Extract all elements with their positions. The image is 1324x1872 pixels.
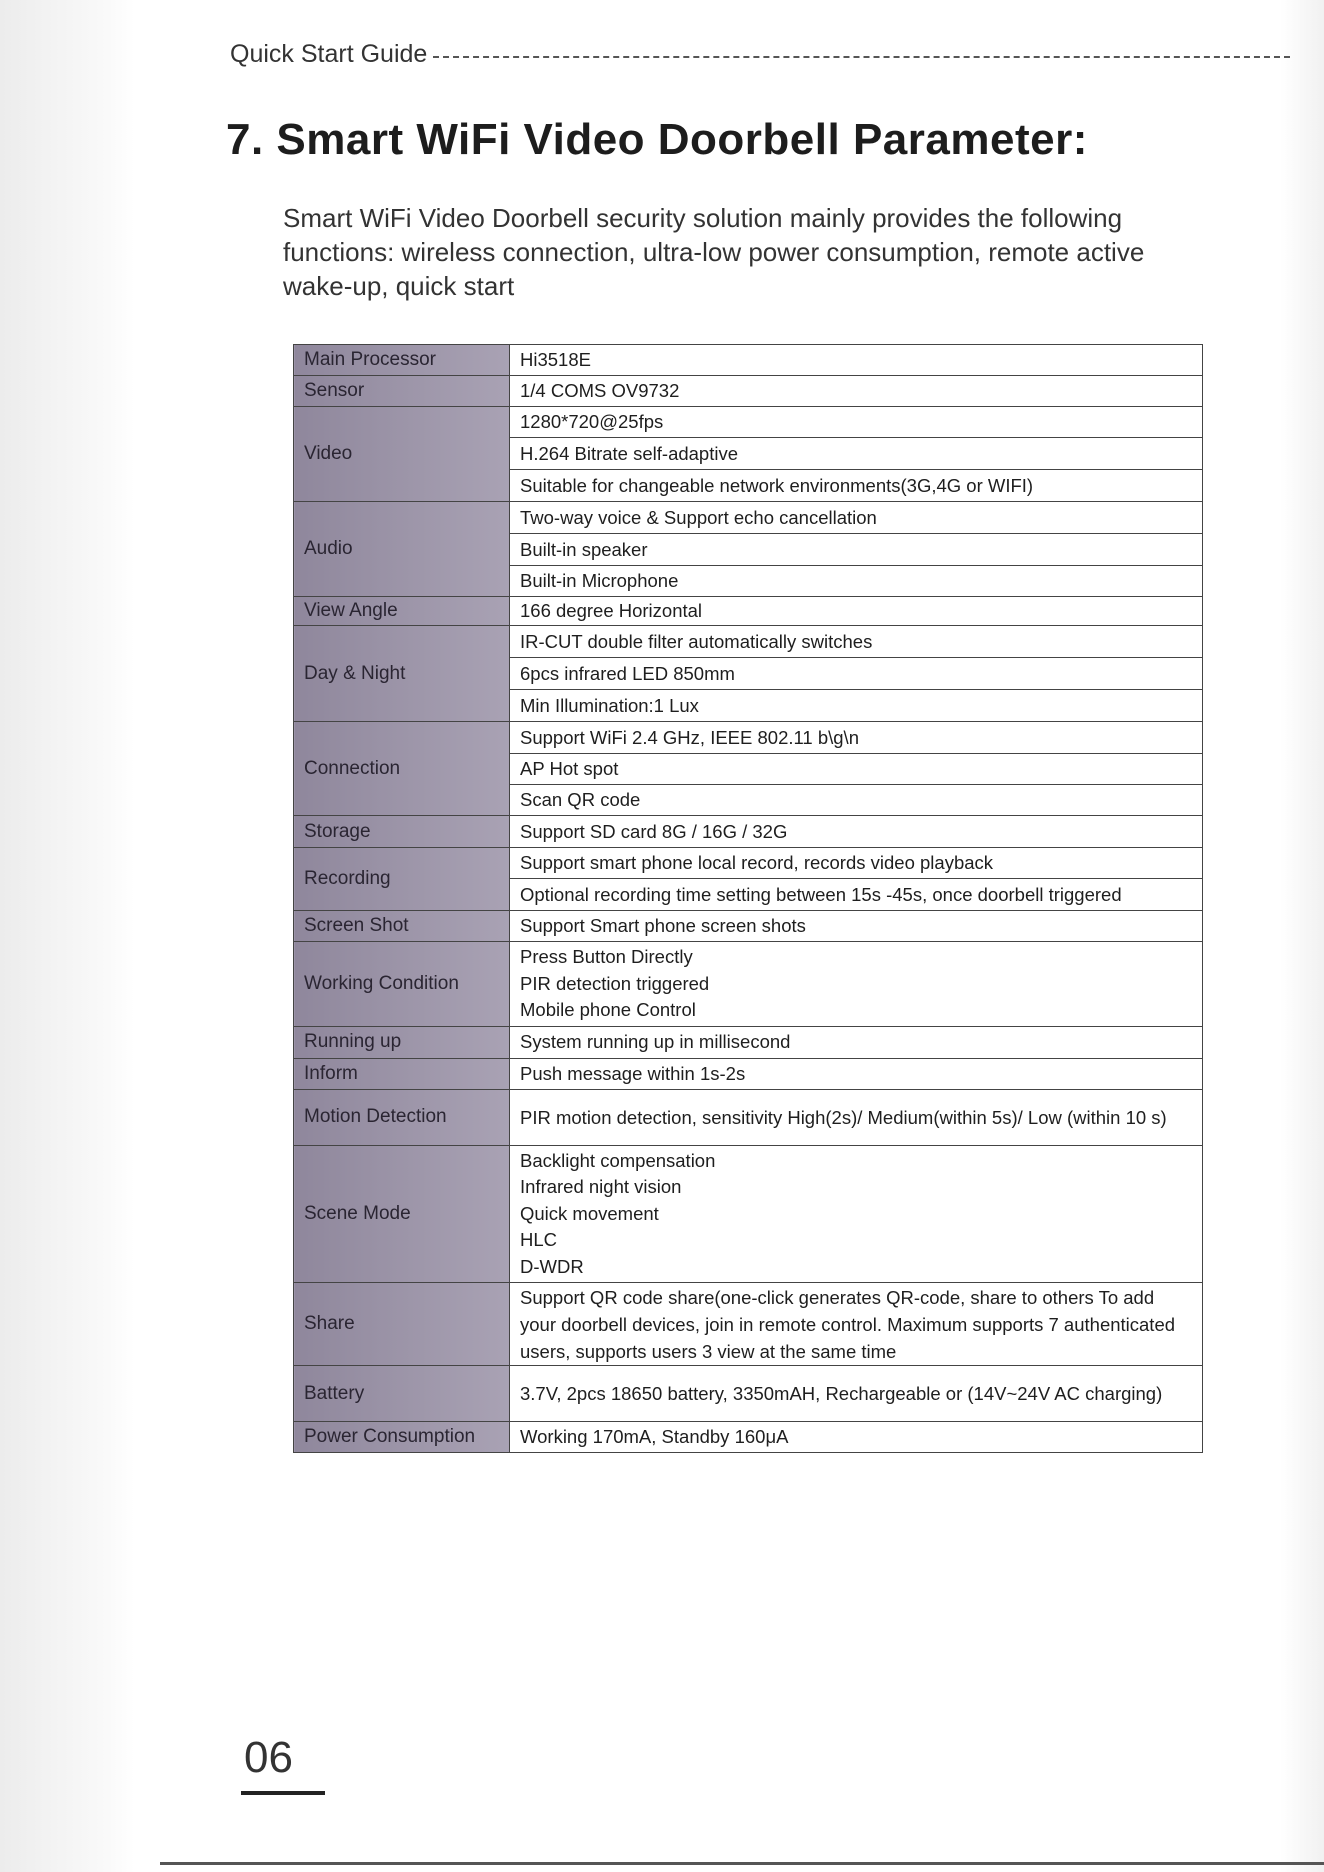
spec-label: Audio bbox=[294, 502, 510, 597]
spec-label: Day & Night bbox=[294, 626, 510, 722]
spec-value: 166 degree Horizontal bbox=[510, 597, 1203, 626]
spec-table-body bbox=[294, 345, 1203, 1453]
spec-label: Video bbox=[294, 407, 510, 502]
spec-value: IR-CUT double filter automatically switches bbox=[510, 626, 1203, 658]
spec-value: Support SD card 8G / 16G / 32G bbox=[510, 816, 1203, 848]
spec-row bbox=[294, 1283, 1203, 1366]
spec-row bbox=[294, 911, 1203, 942]
spec-value-line: Infrared night vision bbox=[520, 1176, 682, 1197]
spec-value: 3.7V, 2pcs 18650 battery, 3350mAH, Rechargeable or (14V~24V AC charging) bbox=[510, 1366, 1203, 1422]
spec-value: System running up in millisecond bbox=[510, 1026, 1203, 1058]
spec-label: Share bbox=[294, 1283, 510, 1366]
spec-row bbox=[294, 1089, 1203, 1145]
spec-row bbox=[294, 942, 1203, 1027]
spec-row bbox=[294, 626, 1203, 658]
spec-row bbox=[294, 376, 1203, 407]
spec-value: Support QR code share(one-click generates QR-code, share to others To add your doorbell devices, join in remote control. Maximum supports 7 authenticated users, supports users 3 view at the same time bbox=[510, 1283, 1203, 1366]
spec-value: Built-in Microphone bbox=[510, 566, 1203, 597]
spec-row bbox=[294, 1058, 1203, 1089]
spec-label: Running up bbox=[294, 1026, 510, 1058]
spec-value: Built-in speaker bbox=[510, 534, 1203, 566]
header-dash-line bbox=[433, 56, 1290, 58]
spec-value: Two-way voice & Support echo cancellation bbox=[510, 502, 1203, 534]
spec-row bbox=[294, 407, 1203, 438]
spec-value: Push message within 1s-2s bbox=[510, 1058, 1203, 1089]
spec-table bbox=[293, 344, 1203, 1453]
spec-value: 1/4 COMS OV9732 bbox=[510, 376, 1203, 407]
spec-value: H.264 Bitrate self-adaptive bbox=[510, 438, 1203, 470]
spec-label: Screen Shot bbox=[294, 911, 510, 942]
spec-value: Support WiFi 2.4 GHz, IEEE 802.11 b\g\n bbox=[510, 722, 1203, 754]
spec-row bbox=[294, 1145, 1203, 1283]
spec-label: Scene Mode bbox=[294, 1145, 510, 1283]
spec-value: Suitable for changeable network environments(3G,4G or WIFI) bbox=[510, 470, 1203, 502]
spec-value-line: Press Button Directly bbox=[520, 946, 693, 967]
spec-row bbox=[294, 1366, 1203, 1422]
spec-value-line: D-WDR bbox=[520, 1255, 584, 1277]
spec-row bbox=[294, 816, 1203, 848]
spec-value-line: PIR detection triggered bbox=[520, 972, 710, 994]
spec-label: Recording bbox=[294, 848, 510, 911]
spec-value: Scan QR code bbox=[510, 785, 1203, 816]
spec-label: Inform bbox=[294, 1058, 510, 1089]
spec-value bbox=[510, 1145, 1203, 1283]
spec-label: Main Processor bbox=[294, 345, 510, 376]
spec-label: Power Consumption bbox=[294, 1422, 510, 1453]
spec-label: Working Condition bbox=[294, 942, 510, 1027]
spec-label: Battery bbox=[294, 1366, 510, 1422]
page-shadow bbox=[0, 0, 135, 1872]
section-title: 7. Smart WiFi Video Doorbell Parameter: bbox=[226, 115, 1088, 164]
spec-row bbox=[294, 502, 1203, 534]
spec-label: Motion Detection bbox=[294, 1089, 510, 1145]
spec-value: 1280*720@25fps bbox=[510, 407, 1203, 438]
spec-row bbox=[294, 722, 1203, 754]
spec-value: Working 170mA, Standby 160μA bbox=[510, 1422, 1203, 1453]
spec-label: Storage bbox=[294, 816, 510, 848]
spec-row bbox=[294, 1422, 1203, 1453]
page-number: 06 bbox=[244, 1733, 293, 1782]
spec-value bbox=[510, 942, 1203, 1027]
intro-paragraph: Smart WiFi Video Doorbell security solution mainly provides the following functions: wireless connection, ultra-low power consumption, remote active wake-up, quick start bbox=[283, 203, 1145, 301]
spec-value: AP Hot spot bbox=[510, 754, 1203, 785]
page-bottom-rule bbox=[160, 1862, 1324, 1865]
spec-value: Min Illumination:1 Lux bbox=[510, 690, 1203, 722]
spec-value: Support Smart phone screen shots bbox=[510, 911, 1203, 942]
spec-value: 6pcs infrared LED 850mm bbox=[510, 658, 1203, 690]
spec-value-line: Mobile phone Control bbox=[520, 999, 696, 1020]
spec-value: Optional recording time setting between 15s -45s, once doorbell triggered bbox=[510, 879, 1203, 911]
spec-value-line: HLC bbox=[520, 1229, 558, 1250]
spec-row bbox=[294, 345, 1203, 376]
spec-row bbox=[294, 597, 1203, 626]
spec-label: Connection bbox=[294, 722, 510, 816]
page-header bbox=[230, 40, 1290, 69]
spec-value: PIR motion detection, sensitivity High(2s)/ Medium(within 5s)/ Low (within 10 s) bbox=[510, 1089, 1203, 1145]
spec-value-line: Backlight compensation bbox=[520, 1149, 716, 1171]
header-text: Quick Start Guide bbox=[230, 40, 428, 68]
spec-value-line: Quick movement bbox=[520, 1202, 659, 1224]
spec-value: Hi3518E bbox=[510, 345, 1203, 376]
page-number-underline bbox=[241, 1791, 325, 1795]
spec-value: Support smart phone local record, records video playback bbox=[510, 848, 1203, 879]
spec-row bbox=[294, 1026, 1203, 1058]
spec-label: View Angle bbox=[294, 597, 510, 626]
spec-label: Sensor bbox=[294, 376, 510, 407]
spec-row bbox=[294, 848, 1203, 879]
